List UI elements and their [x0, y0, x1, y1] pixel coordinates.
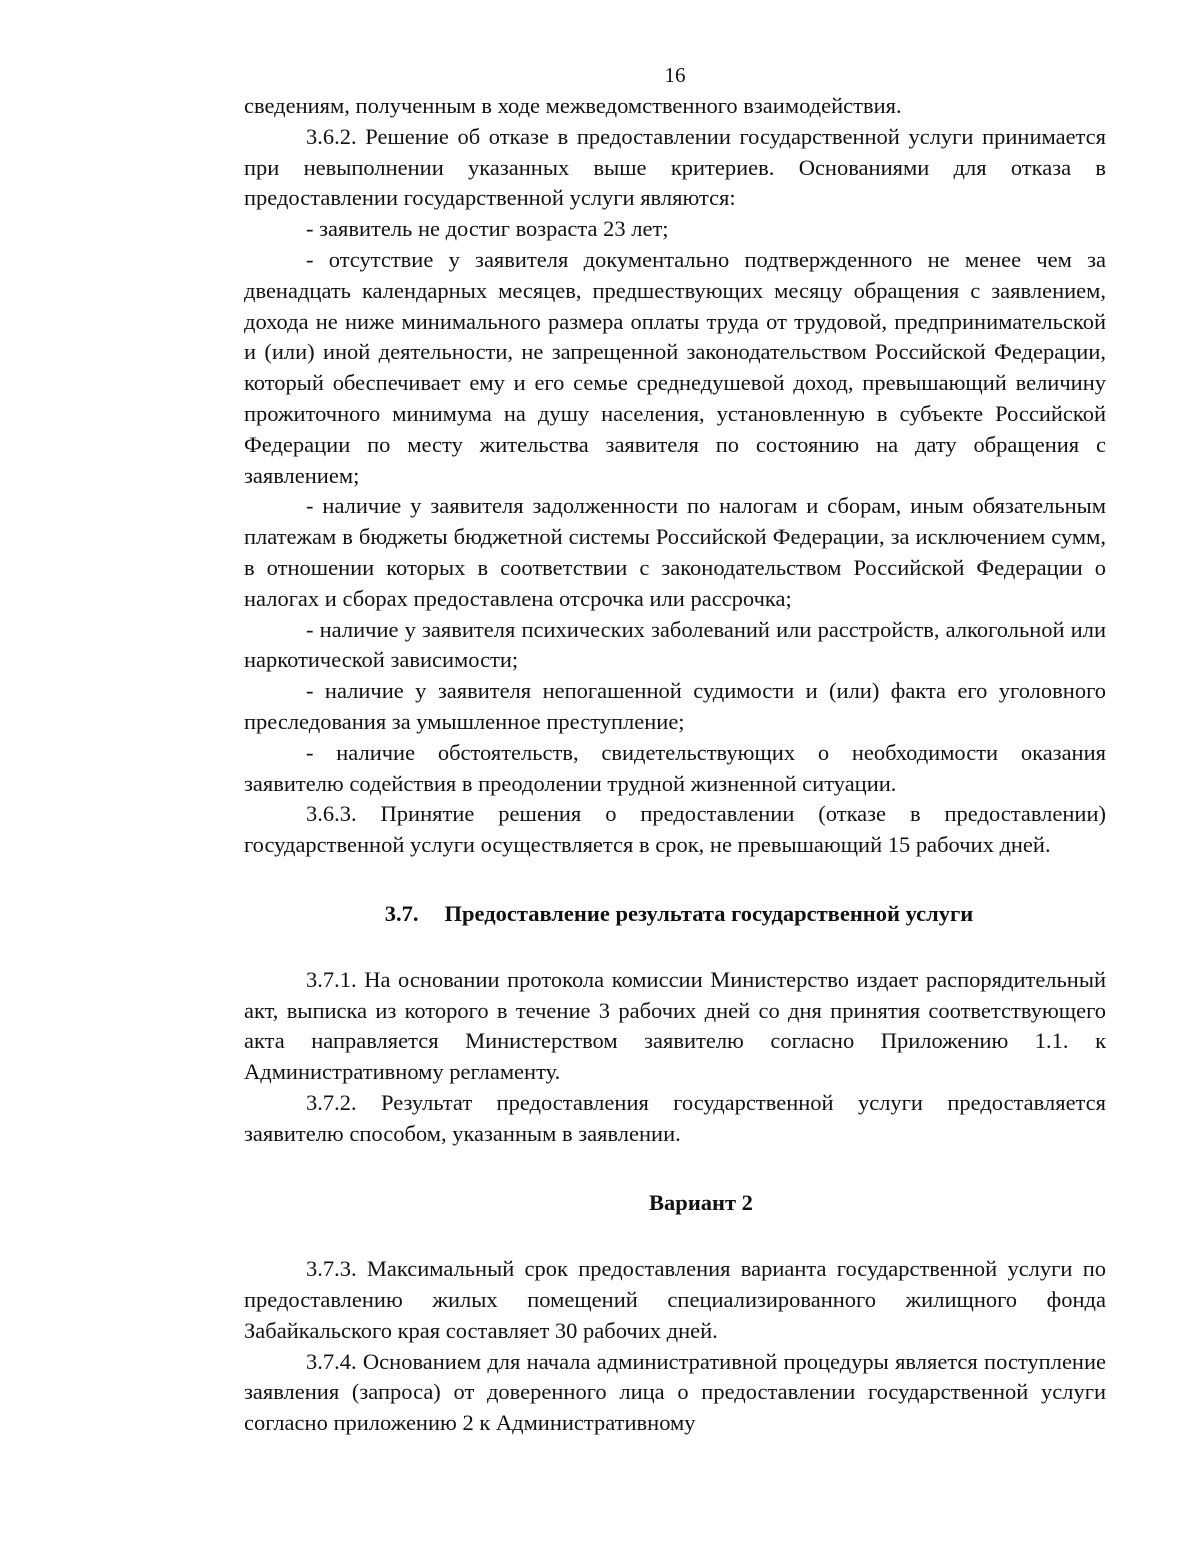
paragraph-3-7-1: 3.7.1. На основании протокола комиссии Министерство издает распорядительный акт, выписка из которого в течение 3 рабочих дней со дня принятия соответствующего акта направляется Министерством заявителю согласно Приложению 1.1. к Административному регламенту.	[244, 966, 1106, 1085]
paragraph-3-7-2: 3.7.2. Результат предоставления государственной услуги предоставляется заявителю способом, указанным в заявлении.	[244, 1089, 1106, 1146]
list-item-circumstances: - наличие обстоятельств, свидетельствующих о необходимости оказания заявителю содействия в преодолении трудной жизненной ситуации.	[244, 739, 1106, 796]
list-item-mental: - наличие у заявителя психических заболеваний или расстройств, алкогольной или наркотической зависимости;	[244, 616, 1106, 673]
list-item-debt: - наличие у заявителя задолженности по налогам и сборам, иным обязательным платежам в бюджеты бюджетной системы Российской Федерации, за исключением сумм, в отношении которых в соответствии с законодательством Российской Федерации о налогах и сборах предоставлена отсрочка или рассрочка;	[244, 493, 1106, 611]
list-item-income: - отсутствие у заявителя документально подтвержденного не менее чем за двенадцать календарных месяцев, предшествующих месяцу обращения с заявлением, дохода не ниже минимального размера оплаты труда от трудовой, предпринимательской и (или) иной деятельности, не запрещенной законодательством Российской Федерации, который обеспечивает ему и его семье среднедушевой доход, превышающий величину прожиточного минимума на душу населения, установленную в субъекте Российской Федерации по месту жительства заявителя по состоянию на дату обращения с заявлением;	[244, 246, 1106, 488]
list-item-criminal: - наличие у заявителя непогашенной судимости и (или) факта его уголовного преследования за умышленное преступление;	[244, 678, 1106, 734]
page-number: 16	[664, 63, 686, 87]
list-item-age: - заявитель не достиг возраста 23 лет;	[306, 216, 669, 242]
variant-heading: Вариант 2	[649, 1189, 753, 1215]
paragraph-3-6-3: 3.6.3. Принятие решения о предоставлении (отказе в предоставлении) государственной услуги осуществляется в срок, не превышающий 15 рабочих дней.	[244, 801, 1106, 858]
section-title: Предоставление результата государственной услуги	[444, 900, 974, 926]
section-number: 3.7.	[384, 900, 419, 926]
paragraph-3-7-4: 3.7.4. Основанием для начала административной процедуры является поступление заявления (запроса) от доверенного лица о предоставлении государственной услуги согласно приложению 2 к Административному	[244, 1348, 1106, 1436]
paragraph-3-6-2: 3.6.2. Решение об отказе в предоставлении государственной услуги принимается при невыполнении указанных выше критериев. Основаниями для отказа в предоставлении государственной услуги являются:	[244, 123, 1106, 211]
document-page	[244, 60, 1106, 1439]
section-heading-3-7	[244, 899, 1106, 930]
paragraph-continuation: сведениям, полученным в ходе межведомственного взаимодействия.	[244, 93, 902, 118]
paragraph-3-7-3: 3.7.3. Максимальный срок предоставления варианта государственной услуги по предоставлению жилых помещений специализированного жилищного фонда Забайкальского края составляет 30 рабочих дней.	[244, 1256, 1106, 1343]
